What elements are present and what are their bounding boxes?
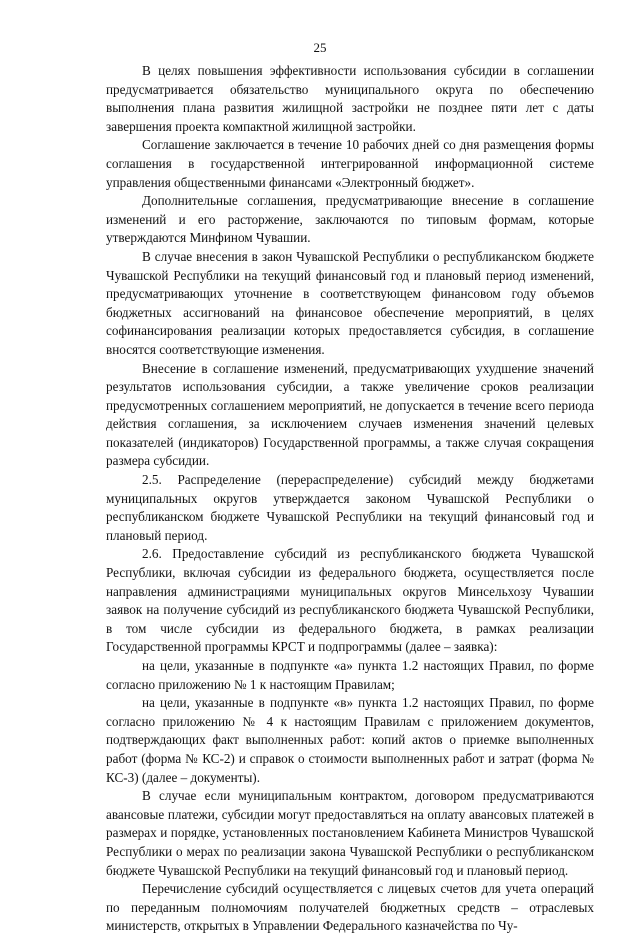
paragraph-purpose-a: на цели, указанные в подпункте «а» пункта 1.2 настоящих Правил, по форме согласно приложению № 1 к настоящим Правилам;	[106, 658, 594, 692]
paragraph-section-2-6: 2.6. Предоставление субсидий из республиканского бюджета Чувашской Республики, включая субсидии из федерального бюджета, осуществляется после направления администрациями муниципальных округов Минсельхозу Чувашии заявок на получение субсидий из республиканского бюджета Чувашской Республики, в том числе субсидии из федерального бюджета, в рамках реализации Государственной программы КРСТ и подпрограммы (далее – заявка):	[106, 546, 594, 655]
paragraph-subsidy-transfer: Перечисление субсидий осуществляется с лицевых счетов для учета операций по переданным полномочиям получателей бюджетных средств – отраслевых министерств, открытых в Управлении Федерального казначейства по Чу-	[106, 881, 594, 934]
paragraph-subsidy-efficiency: В целях повышения эффективности использования субсидии в соглашении предусматривается обязательство муниципального округа по обеспечению выполнения плана развития жилищной застройки не позднее пяти лет с даты завершения проекта компактной жилищной застройки.	[106, 63, 594, 134]
paragraph-budget-law-changes: В случае внесения в закон Чувашской Республики о республиканском бюджете Чувашской Республики на текущий финансовый год и плановый период изменений, предусматривающих уточнение в соответствующем финансовом году объемов бюджетных ассигнований на финансовое обеспечение мероприятий, в целях софинансирования реализации которых предоставляется субсидия, в соглашение вносятся соответствующие изменения.	[106, 248, 594, 357]
paragraph-section-2-5: 2.5. Распределение (перераспределение) субсидий между бюджетами муниципальных округов утверждается законом Чувашской Республики о республиканском бюджете Чувашской Республики на текущий финансовый год и плановый период.	[106, 472, 594, 543]
paragraph-agreement-term: Соглашение заключается в течение 10 рабочих дней со дня размещения формы соглашения в государственной интегрированной информационной системе управления общественными финансами «Электронный бюджет».	[106, 137, 594, 190]
paragraph-advance-payments: В случае если муниципальным контрактом, договором предусматриваются авансовые платежи, субсидии могут предоставляться на оплату авансовых платежей в размерах и порядке, установленных постановлением Кабинета Министров Чувашской Республики о мерах по реализации закона Чувашской Республики о республиканском бюджете Чувашской Республики на текущий финансовый год и плановый период.	[106, 788, 594, 878]
paragraph-purpose-v: на цели, указанные в подпункте «в» пункта 1.2 настоящих Правил, по форме согласно приложению № 4 к настоящим Правилам с приложением документов, подтверждающих факт выполненных работ: копий актов о приемке выполненных работ (форма № КС-2) и справок о стоимости выполненных работ и затрат (форма № КС-3) (далее – документы).	[106, 695, 594, 785]
paragraph-additional-agreements: Дополнительные соглашения, предусматривающие внесение в соглашение изменений и его расторжение, заключаются по типовым формам, которые утверждаются Минфином Чувашии.	[106, 193, 594, 246]
page-number: 25	[313, 40, 327, 55]
paragraph-worsening-changes: Внесение в соглашение изменений, предусматривающих ухудшение значений результатов использования субсидии, а также увеличение сроков реализации предусмотренных соглашением мероприятий, не допускается в течение всего периода действия соглашения, за исключением случаев изменения значений целевых показателей (индикаторов) Государственной программы, а также случая сокращения размера субсидии.	[106, 360, 594, 469]
document-body	[106, 62, 594, 936]
